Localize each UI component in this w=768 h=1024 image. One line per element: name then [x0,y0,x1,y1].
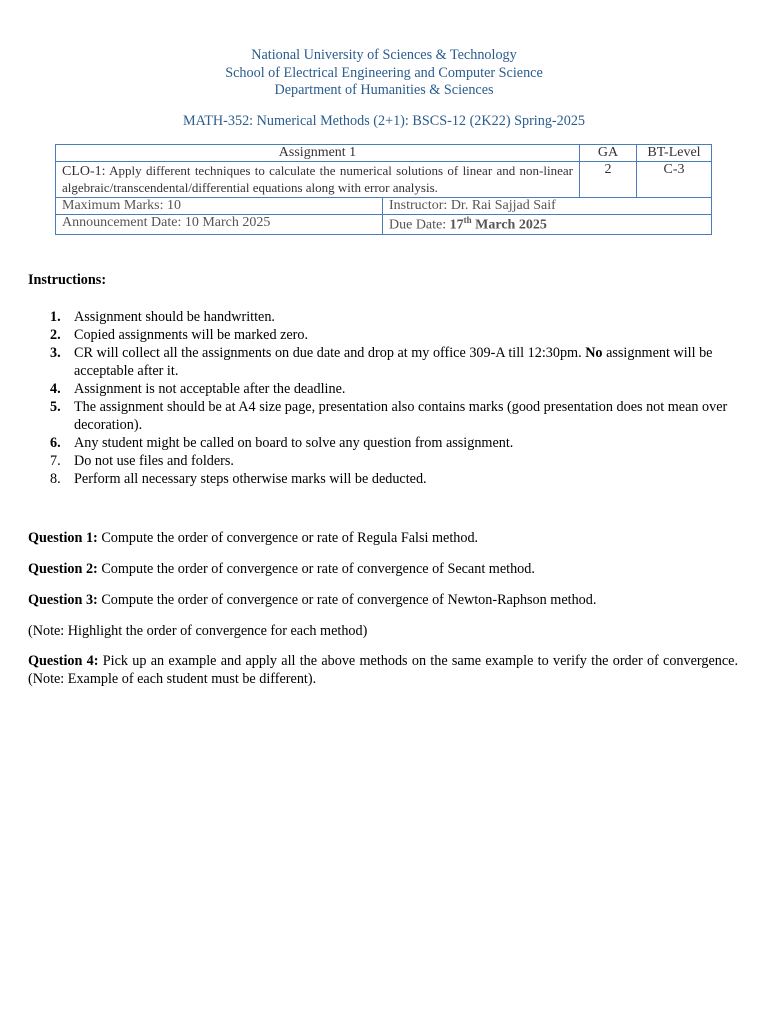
item-number: 1. [50,309,61,325]
assignment-title-cell: Assignment 1 [56,145,580,162]
item-number: 5. [50,399,61,415]
list-item [28,326,738,344]
bt-header-cell: BT-Level [637,145,712,162]
item-bold-text: No [585,345,603,361]
table-row [56,215,712,235]
question-2 [28,561,738,579]
university-name: National University of Sciences & Technology [251,47,517,63]
instructions-heading: Instructions: [28,272,107,288]
list-item [28,398,738,434]
clo-text: Apply different techniques to calculate the numerical solutions of linear and non-linear algebraic/transcendental/differential equations along with error analysis. [62,163,573,195]
item-text: Any student might be called on board to solve any question from assignment. [74,435,514,451]
item-text: Perform all necessary steps otherwise marks will be deducted. [74,471,427,487]
list-item [28,452,738,470]
question-text: Compute the order of convergence or rate of Regula Falsi method. [101,530,479,546]
table-row [56,145,712,162]
list-item [28,344,738,380]
assignment-info-table [55,144,712,235]
question-3 [28,592,738,610]
question-4 [28,653,738,688]
announcement-date-cell: Announcement Date: 10 March 2025 [56,215,383,235]
school-name: School of Electrical Engineering and Computer Science [225,64,543,81]
item-number: 4. [50,381,61,397]
course-title: MATH-352: Numerical Methods (2+1): BSCS-12 (2K22) Spring-2025 [182,113,586,129]
question-label: Question 3: [28,592,98,608]
item-text: Assignment is not acceptable after the deadline. [74,381,346,397]
item-number: 8. [50,471,61,487]
bt-value-cell: C-3 [637,162,712,198]
clo-label: CLO-1: [62,164,106,179]
due-date-label: Due Date: [389,217,447,233]
list-item [28,308,738,326]
instructor-cell: Instructor: Dr. Rai Sajjad Saif [383,198,712,215]
institution-header [0,47,768,100]
question-text: Compute the order of convergence or rate of convergence of Secant method. [101,561,535,577]
item-text: Do not use files and folders. [74,453,234,469]
item-number: 3. [50,345,61,361]
convergence-note: (Note: Highlight the order of convergence for each method) [28,623,368,639]
ga-value-cell: 2 [580,162,637,198]
question-text: Compute the order of convergence or rate of convergence of Newton-Raphson method. [101,592,597,608]
ga-header-cell: GA [580,145,637,162]
item-text: assignment will be acceptable after it. [74,345,713,379]
question-label: Question 4: [28,653,99,669]
instructions-list [28,308,738,488]
due-date-suffix: th [463,215,472,225]
item-number: 7. [50,453,61,469]
clo-cell [56,162,580,198]
question-label: Question 1: [28,530,98,546]
table-row [56,162,712,198]
item-text: Assignment should be handwritten. [74,309,275,325]
due-date-day: 17 [449,217,464,233]
due-date-month: March 2025 [475,217,547,233]
question-label: Question 2: [28,561,98,577]
table-row [56,198,712,215]
item-text: Copied assignments will be marked zero. [74,327,309,343]
list-item [28,434,738,452]
item-number: 6. [50,435,61,451]
list-item [28,380,738,398]
item-text: The assignment should be at A4 size page, presentation also contains marks (good presentation does not mean over decoration). [74,399,728,433]
item-text: CR will collect all the assignments on due date and drop at my office 309-A till 12:30pm. [74,345,582,361]
department-name: Department of Humanities & Sciences [274,82,494,98]
question-text: Pick up an example and apply all the above methods on the same example to verify the order of convergence. (Note: Example of each student must be different). [28,653,739,687]
list-item [28,470,738,488]
due-date-cell [383,215,712,235]
question-1 [28,530,738,548]
max-marks-cell: Maximum Marks: 10 [56,198,383,215]
item-number: 2. [50,327,61,343]
